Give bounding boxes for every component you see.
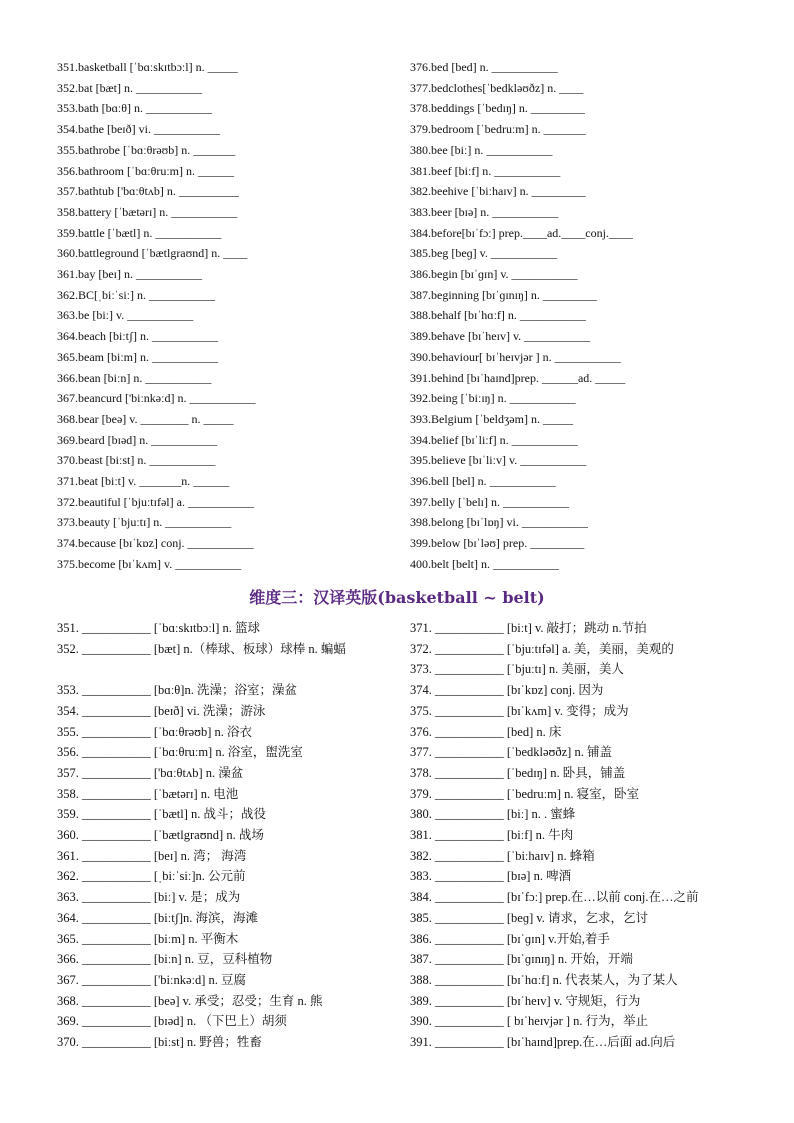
vocab-entry: 365. ___________ [biːm] n. 平衡木 (57, 931, 239, 946)
vocab-entry: 357. ___________ ['bɑːθtʌb] n. 澡盆 (57, 765, 244, 780)
vocab-entry: 380. ___________ [biː] n. . 蜜蜂 (410, 807, 576, 822)
vocab-entry: 383.beer [bɪə] n. ___________ (410, 204, 559, 219)
vocab-entry: 391. ___________ [bɪˈhaɪnd]prep.在…后面 ad.向后 (410, 1035, 676, 1049)
vocab-entry: 352.bat [bæt] n. ___________ (57, 80, 202, 95)
vocab-entry: 354. ___________ [beɪð] vi. 洗澡；游泳 (57, 703, 266, 718)
vocab-entry: 374.because [bɪˈkɒz] conj. ___________ (57, 536, 254, 551)
vocab-entry: 361. ___________ [beɪ] n. 湾； 海湾 (57, 848, 247, 863)
vocab-entry: 381.beef [biːf] n. ___________ (410, 163, 561, 178)
vocab-entry: 393.Belgium [ˈbeldʒəm] n. _____ (410, 411, 573, 426)
vocab-entry: 371.beat [biːt] v. _______n. ______ (57, 474, 230, 488)
vocab-entry: 383. ___________ [bɪə] n. 啤酒 (410, 869, 572, 884)
vocab-entry: 397.belly [ˈbelɪ] n. ___________ (410, 494, 569, 509)
vocab-entry: 389. ___________ [bɪˈheɪv] v. 守规矩，行为 (410, 993, 641, 1008)
vocab-entry: 367.beancurd ['biːnkəːd] n. ___________ (57, 391, 256, 406)
vocab-entry: 357.bathtub ['bɑːθtʌb] n. __________ (57, 184, 239, 199)
vocab-entry: 364.beach [biːtʃ] n. ___________ (57, 329, 218, 344)
vocab-entry: 398.belong [bɪˈlɒŋ] vi. ___________ (410, 515, 588, 530)
vocab-entry: 376.bed [bed] n. ___________ (410, 60, 558, 74)
vocab-entry: 356.bathroom [ˈbɑːθruːm] n. ______ (57, 163, 234, 178)
vocab-entry: 373.beauty [ˈbjuːtɪ] n. ___________ (57, 515, 232, 530)
vocab-entry: 375.become [bɪˈkʌm] v. ___________ (57, 556, 242, 571)
vocab-entry: 352. ___________ [bæt] n.（棒球、板球）球棒 n. 蝙蝠 (57, 641, 346, 656)
vocab-entry: 362. ___________ [ˌbiːˈsiː]n. 公元前 (57, 869, 246, 884)
vocab-entry: 388. ___________ [bɪˈhɑːf] n. 代表某人，为了某人 (410, 972, 678, 987)
vocab-entry: 386. ___________ [bɪˈɡɪn] v.开始,着手 (410, 931, 610, 946)
vocab-entry: 384. ___________ [bɪˈfɔː] prep.在…以前 conj.在…之前 (410, 890, 699, 905)
vocab-entry: 351. ___________ [ˈbɑːskɪtbɔːl] n. 篮球 (57, 621, 261, 635)
vocab-entry: 379. ___________ [ˈbedruːm] n. 寝室，卧室 (410, 786, 640, 801)
vocab-entry: 358. ___________ [ˈbætərɪ] n. 电池 (57, 786, 239, 801)
vocab-entry: 385. ___________ [beɡ] v. 请求，乞求，乞讨 (410, 910, 649, 925)
vocab-entry: 391.behind [bɪˈhaɪnd]prep. ______ad. _____ (410, 370, 626, 385)
vocab-entry: 359.battle [ˈbætl] n. ___________ (57, 225, 222, 240)
vocab-entry: 399.below [bɪˈləʊ] prep. _________ (410, 536, 585, 551)
vocab-entry: 390.behaviour[ bɪˈheɪvjər ] n. ___________ (410, 349, 621, 364)
vocab-entry: 362.BC[ˌbiːˈsiː] n. ___________ (57, 287, 215, 302)
vocab-entry: 363. ___________ [biː] v. 是；成为 (57, 890, 241, 905)
vocab-entry: 364. ___________ [biːtʃ]n. 海滨，海滩 (57, 910, 259, 925)
vocab-entry: 356. ___________ [ˈbɑːθruːm] n. 浴室，盥洗室 (57, 745, 303, 760)
vocab-entry: 368. ___________ [beə] v. 承受；忍受；生育 n. 熊 (57, 993, 323, 1008)
vocab-entry: 366.bean [biːn] n. ___________ (57, 370, 212, 385)
vocab-entry: 373. ___________ [ˈbjuːtɪ] n. 美丽，美人 (410, 662, 624, 677)
vocab-entry: 372.beautiful [ˈbjuːtɪfəl] a. ___________ (57, 494, 254, 509)
vocab-entry: 367. ___________ ['biːnkəːd] n. 豆腐 (57, 972, 247, 987)
vocab-entry: 375. ___________ [bɪˈkʌm] v. 变得；成为 (410, 703, 629, 718)
vocab-entry: 360.battleground [ˈbætlgraʊnd] n. ____ (57, 246, 248, 261)
vocab-entry: 370. ___________ [biːst] n. 野兽；牲畜 (57, 1035, 262, 1049)
vocab-entry: 392.being [ˈbiːɪŋ] n. ___________ (410, 391, 576, 406)
vocab-entry: 395.believe [bɪˈliːv] v. ___________ (410, 453, 587, 468)
vocab-entry: 384.before[bɪˈfɔː] prep.____ad.____conj.____ (410, 225, 633, 240)
vocab-entry: 369. ___________ [bɪəd] n. （下巴上）胡须 (57, 1014, 287, 1029)
vocab-entry: 360. ___________ [ˈbætlgraʊnd] n. 战场 (57, 828, 264, 842)
vocab-entry: 400.belt [belt] n. ___________ (410, 556, 559, 571)
vocab-entry: 382. ___________ [ˈbiːhaɪv] n. 蜂箱 (410, 848, 595, 863)
vocab-entry: 377. ___________ [ˈbedkləʊðz] n. 铺盖 (410, 745, 612, 760)
vocab-entry: 380.bee [biː] n. ___________ (410, 142, 553, 157)
vocab-entry: 374. ___________ [bɪˈkɒz] conj. 因为 (410, 683, 604, 698)
vocab-entry: 390. ___________ [ bɪˈheɪvjər ] n. 行为，举止 (410, 1014, 649, 1029)
vocab-entry: 387.beginning [bɪˈɡɪnɪŋ] n. _________ (410, 287, 597, 302)
vocab-entry: 372. ___________ [ˈbjuːtɪfəl] a. 美，美丽，美观的 (410, 641, 674, 656)
vocab-entry: 376. ___________ [bed] n. 床 (410, 724, 562, 739)
vocab-entry: 363.be [biː] v. ___________ (57, 308, 194, 323)
vocab-entry: 389.behave [bɪˈheɪv] v. ___________ (410, 329, 591, 344)
vocab-entry: 361.bay [beɪ] n. ___________ (57, 267, 202, 281)
vocab-entry: 368.bear [beə] v. ________ n. _____ (57, 411, 234, 426)
vocab-entry: 351.basketball [ˈbɑːskɪtbɔːl] n. _____ (57, 60, 238, 74)
vocab-entry: 378. ___________ [ˈbedɪŋ] n. 卧具，铺盖 (410, 765, 626, 780)
vocab-entry: 381. ___________ [biːf] n. 牛肉 (410, 828, 574, 842)
vocab-entry: 366. ___________ [biːn] n. 豆，豆科植物 (57, 952, 273, 967)
vocab-entry: 353.bath [bɑːθ] n. ___________ (57, 101, 213, 116)
vocab-entry: 382.beehive [ˈbiːhaɪv] n. _________ (410, 184, 586, 199)
vocab-entry: 355.bathrobe [ˈbɑːθrəʊb] n. _______ (57, 142, 236, 157)
section-heading: 维度三：汉译英版(basketball ~ belt) (249, 588, 545, 607)
vocab-entry: 385.beg [beɡ] v. ___________ (410, 246, 557, 261)
vocab-entry: 355. ___________ [ˈbɑːθrəʊb] n. 浴衣 (57, 724, 253, 739)
vocab-entry: 359. ___________ [ˈbætl] n. 战斗；战役 (57, 807, 267, 822)
vocab-entry: 396.bell [bel] n. ___________ (410, 474, 556, 488)
vocab-entry: 394.belief [bɪˈliːf] n. ___________ (410, 432, 578, 447)
vocab-entry: 358.battery [ˈbætərɪ] n. ___________ (57, 204, 238, 219)
vocab-entry: 353. ___________ [bɑːθ]n. 洗澡；浴室；澡盆 (57, 683, 297, 698)
vocab-entry: 354.bathe [beɪð] vi. ___________ (57, 122, 220, 137)
vocab-entry: 369.beard [bɪəd] n. ___________ (57, 432, 218, 447)
vocab-entry: 365.beam [biːm] n. ___________ (57, 349, 218, 364)
vocab-entry: 371. ___________ [biːt] v. 敲打；跳动 n.节拍 (410, 621, 647, 635)
vocab-entry: 387. ___________ [bɪˈɡɪnɪŋ] n. 开始，开端 (410, 952, 633, 967)
vocab-entry: 370.beast [biːst] n. ___________ (57, 453, 216, 468)
vocab-entry: 388.behalf [bɪˈhɑːf] n. ___________ (410, 308, 586, 323)
vocab-entry: 386.begin [bɪˈɡɪn] v. ___________ (410, 267, 578, 281)
vocab-entry: 378.beddings [ˈbedɪŋ] n. _________ (410, 101, 585, 116)
vocab-entry: 377.bedclothes[ˈbedkləʊðz] n. ____ (410, 80, 584, 95)
vocab-entry: 379.bedroom [ˈbedruːm] n. _______ (410, 122, 586, 137)
